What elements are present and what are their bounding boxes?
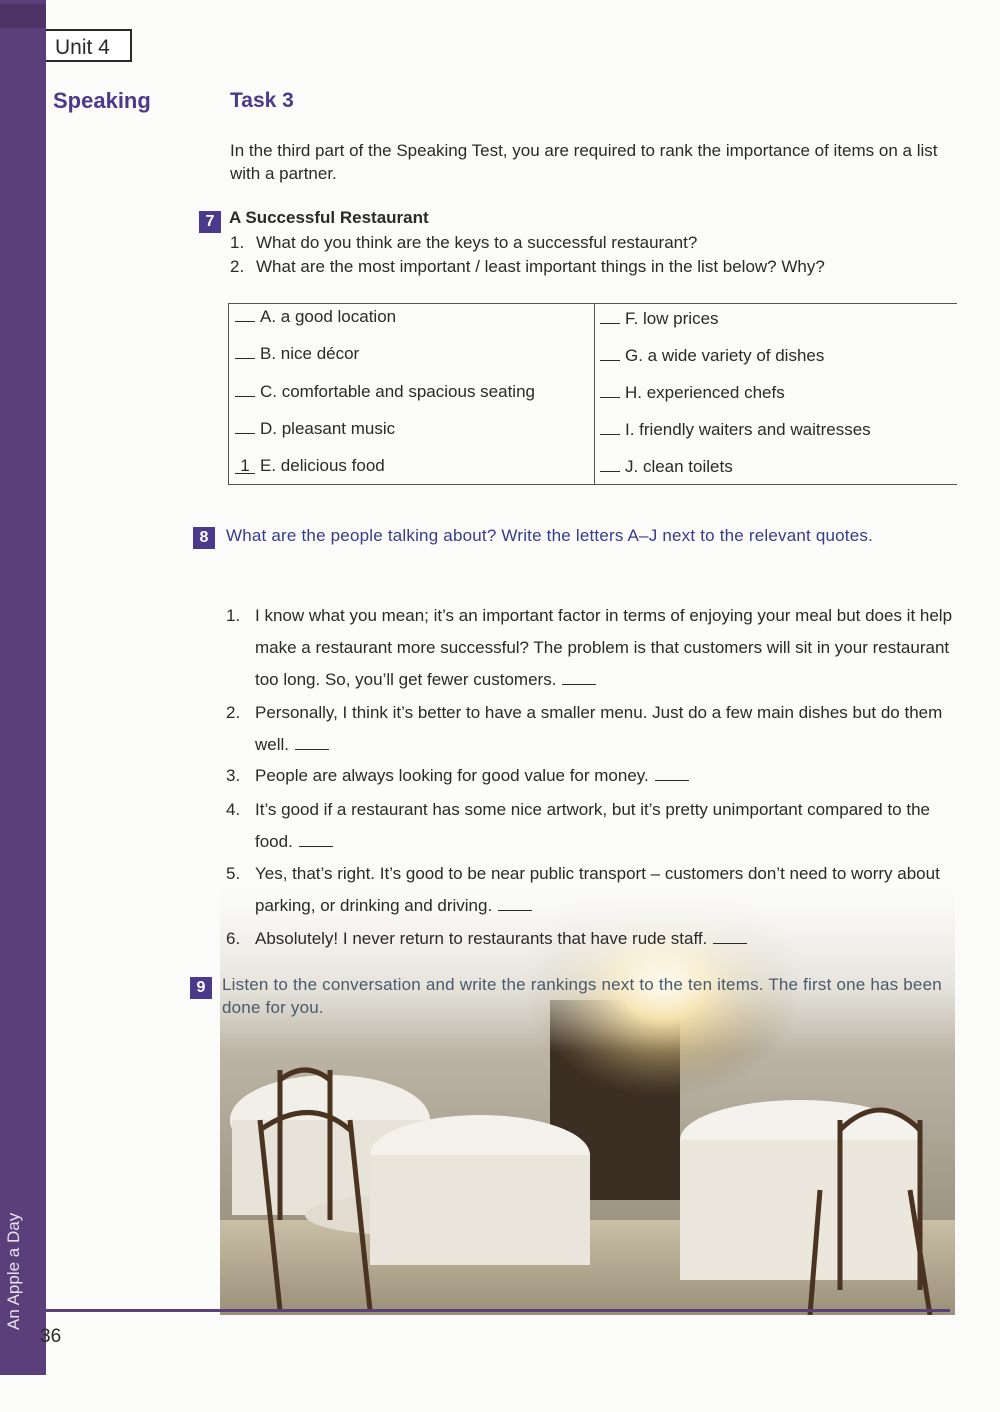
rank-blank[interactable] [235,321,255,322]
sidebar-band [0,4,46,28]
rank-blank[interactable] [600,360,620,361]
rank-item-h[interactable]: H. experienced chefs [600,383,785,403]
rank-item-a[interactable]: A. a good location [235,307,396,327]
rank-blank[interactable] [600,323,620,324]
answer-blank[interactable] [498,896,532,911]
rank-item-g[interactable]: G. a wide variety of dishes [600,346,824,366]
page-number: 36 [40,1326,62,1347]
bottom-rule [40,1309,950,1312]
rank-blank[interactable] [235,433,255,434]
intro-text: In the third part of the Speaking Test, you are required to rank the importance of items on a list with a partner. [230,141,938,183]
rank-item-b[interactable]: B. nice décor [235,344,359,364]
exercise-8-number: 8 [193,527,215,549]
rank-item-i[interactable]: I. friendly waiters and waitresses [600,420,871,440]
quote-item: 2. Personally, I think it’s better to have a smaller menu. Just do a few main dishes but do them well. [226,703,943,754]
quote-item: 3. People are always looking for good value for money. [226,760,961,792]
rank-blank[interactable] [235,396,255,397]
unit-label: Unit 4 [46,29,132,62]
quote-item: 4. It’s good if a restaurant has some nice artwork, but it’s pretty unimportant compared to the food. [226,800,930,851]
rank-item-j[interactable]: J. clean toilets [600,457,733,477]
rank-item-e[interactable]: 1 E. delicious food [235,456,385,476]
rank-item-c[interactable]: C. comfortable and spacious seating [235,382,535,402]
answer-blank[interactable] [655,766,689,781]
answer-blank[interactable] [562,670,596,685]
rank-item-d[interactable]: D. pleasant music [235,419,395,439]
exercise-7-question: 2. What are the most important / least important things in the list below? Why? [230,257,825,276]
quote-item: 6. Absolutely! I never return to restaurants that have rude staff. [226,923,961,955]
exercise-7-number: 7 [199,211,221,233]
answer-blank[interactable] [299,832,333,847]
book-title: An Apple a Day [4,1212,23,1330]
exercise-8-instruction: What are the people talking about? Write the letters A–J next to the relevant quotes. [226,526,874,545]
rank-blank[interactable]: 1 [235,458,255,474]
quote-item: 1. I know what you mean; it’s an important factor in terms of enjoying your meal but does it help make a restaurant more successful? The problem is that customers will sit in your restaurant too long. So, you’ll get fewer customers. [226,606,953,689]
rank-blank[interactable] [235,358,255,359]
answer-blank[interactable] [713,929,747,944]
quote-item: 5. Yes, that’s right. It’s good to be near public transport – customers don’t need to worry about parking, or drinking and driving. [226,864,940,915]
exercise-7-title: A Successful Restaurant [229,208,429,227]
rank-blank[interactable] [600,397,620,398]
ranking-table [228,303,957,485]
exercise-9-number: 9 [190,977,212,999]
rank-blank[interactable] [600,434,620,435]
answer-blank[interactable] [295,735,329,750]
task-title: Task 3 [230,89,294,112]
section-heading: Speaking [53,88,151,113]
sidebar [0,0,46,1375]
exercise-9-instruction: Listen to the conversation and write the rankings next to the ten items. The first one has been done for you. [222,975,942,1017]
column-divider [594,304,595,484]
rank-item-f[interactable]: F. low prices [600,309,719,329]
exercise-7-question: 1. What do you think are the keys to a successful restaurant? [230,233,698,252]
rank-blank[interactable] [600,471,620,472]
